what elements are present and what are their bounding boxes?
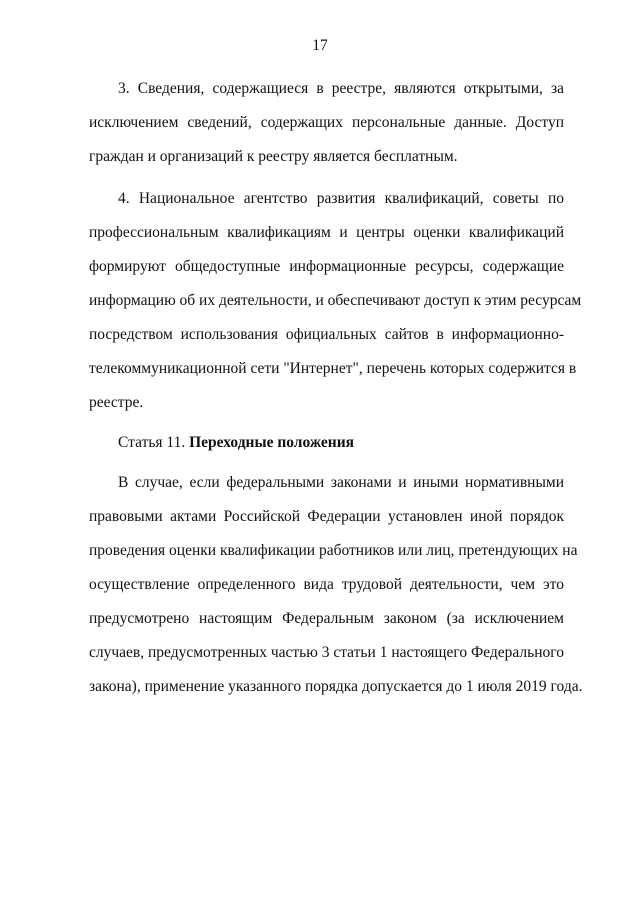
paragraph-item-3 <box>89 72 564 174</box>
article-number: Статья 11. <box>118 434 186 451</box>
text-line: формируют общедоступные информационные ресурсы, содержащие <box>89 258 564 275</box>
text-line: исключением сведений, содержащих персональные данные. Доступ <box>89 114 564 131</box>
article-heading <box>118 426 564 460</box>
text-line: правовыми актами Российской Федерации установлен иной порядок <box>89 508 564 525</box>
text-line: посредством использования официальных сайтов в информационно- <box>89 326 564 343</box>
text-line: предусмотрено настоящим Федеральным законом (за исключением <box>89 610 564 627</box>
text-line: граждан и организаций к реестру является бесплатным. <box>89 148 458 165</box>
text-line: В случае, если федеральными законами и иными нормативными <box>118 474 564 491</box>
text-line: телекоммуникационной сети "Интернет", перечень которых содержится в <box>89 360 577 377</box>
text-line: осуществление определенного вида трудовой деятельности, чем это <box>89 576 564 593</box>
text-line: реестре. <box>89 394 144 411</box>
document-body <box>89 72 583 704</box>
article-paragraph <box>89 466 583 704</box>
text-line: информацию об их деятельности, и обеспечивают доступ к этим ресурсам <box>89 292 582 309</box>
text-line: случаев, предусмотренных частью 3 статьи 1 настоящего Федерального <box>89 644 564 661</box>
text-line: закона), применение указанного порядка допускается до 1 июля 2019 года. <box>89 678 583 695</box>
paragraph-item-4 <box>89 182 582 420</box>
page-number: 17 <box>312 37 328 54</box>
text-line: проведения оценки квалификации работников или лиц, претендующих на <box>89 542 578 559</box>
text-line: профессиональным квалификациям и центры оценки квалификаций <box>89 224 564 241</box>
text-line: 4. Национальное агентство развития квалификаций, советы по <box>118 190 564 207</box>
text-line: 3. Сведения, содержащиеся в реестре, являются открытыми, за <box>118 80 564 97</box>
article-title: Переходные положения <box>189 434 355 451</box>
